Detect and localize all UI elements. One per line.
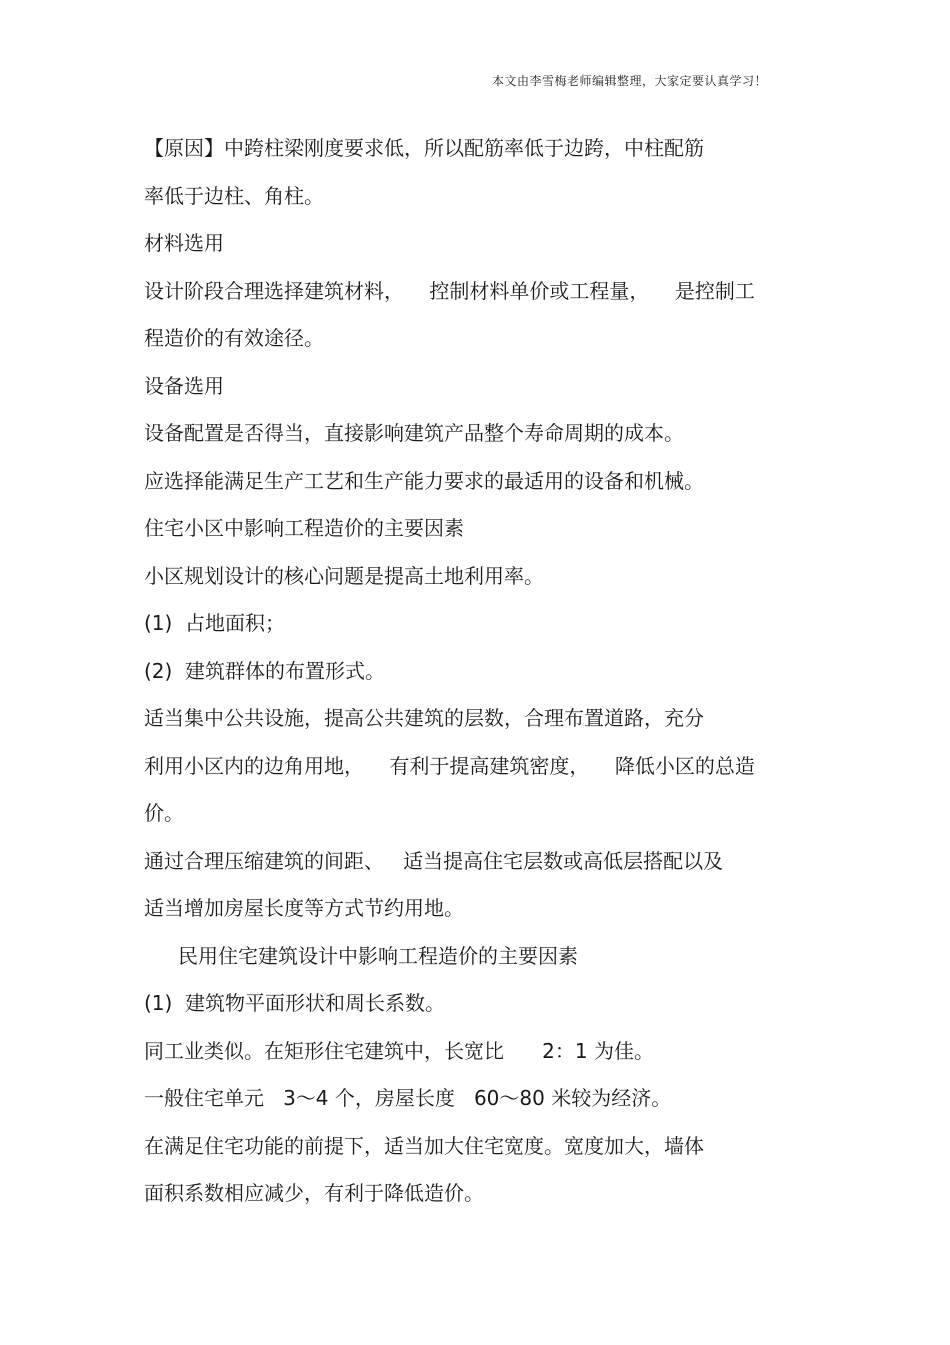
list-item: (1) 建筑物平面形状和周长系数。 [144, 991, 446, 1015]
section-heading: 设备选用 [144, 373, 224, 398]
paragraph-line: 【原因】中跨柱梁刚度要求低，所以配筋率低于边跨，中柱配筋 [144, 136, 704, 160]
document-body [144, 128, 824, 1221]
section-heading: 材料选用 [144, 231, 224, 255]
section-heading: 住宅小区中影响工程造价的主要因素 [144, 516, 464, 540]
paragraph-line: 利用小区内的边角用地， 有利于提高建筑密度， 降低小区的总造 [144, 753, 755, 778]
paragraph-line: 程造价的有效途径。 [144, 326, 324, 350]
paragraph-line: 适当增加房屋长度等方式节约用地。 [144, 896, 464, 920]
paragraph-line: 在满足住宅功能的前提下，适当加大住宅宽度。宽度加大，墙体 [144, 1133, 704, 1158]
paragraph-line: 设备配置是否得当，直接影响建筑产品整个寿命周期的成本。 [144, 421, 684, 445]
paragraph-line: 通过合理压缩建筑的间距、 适当提高住宅层数或高低层搭配以及 [144, 848, 724, 873]
paragraph-line: 适当集中公共设施，提高公共建筑的层数，合理布置道路，充分 [144, 706, 704, 730]
section-heading: 民用住宅建筑设计中影响工程造价的主要因素 [178, 943, 578, 968]
paragraph-line: 面积系数相应减少，有利于降低造价。 [144, 1181, 484, 1205]
list-item: (1) 占地面积； [144, 611, 286, 635]
list-item: (2) 建筑群体的布置形式。 [144, 658, 386, 683]
paragraph-line: 价。 [144, 801, 184, 825]
paragraph-line: 同工业类似。在矩形住宅建筑中，长宽比 2：1 为佳。 [144, 1038, 654, 1063]
header-note: 本文由李雪梅老师编辑整理，大家定要认真学习！ [492, 74, 768, 88]
paragraph-line: 一般住宅单元 3～4 个，房屋长度 60～80 米较为经济。 [144, 1086, 672, 1110]
paragraph-line: 率低于边柱、角柱。 [144, 183, 324, 208]
paragraph-line: 设计阶段合理选择建筑材料， 控制材料单价或工程量， 是控制工 [144, 278, 755, 303]
paragraph-line: 应选择能满足生产工艺和生产能力要求的最适用的设备和机械。 [144, 468, 704, 493]
paragraph-line: 小区规划设计的核心问题是提高土地利用率。 [144, 563, 544, 588]
